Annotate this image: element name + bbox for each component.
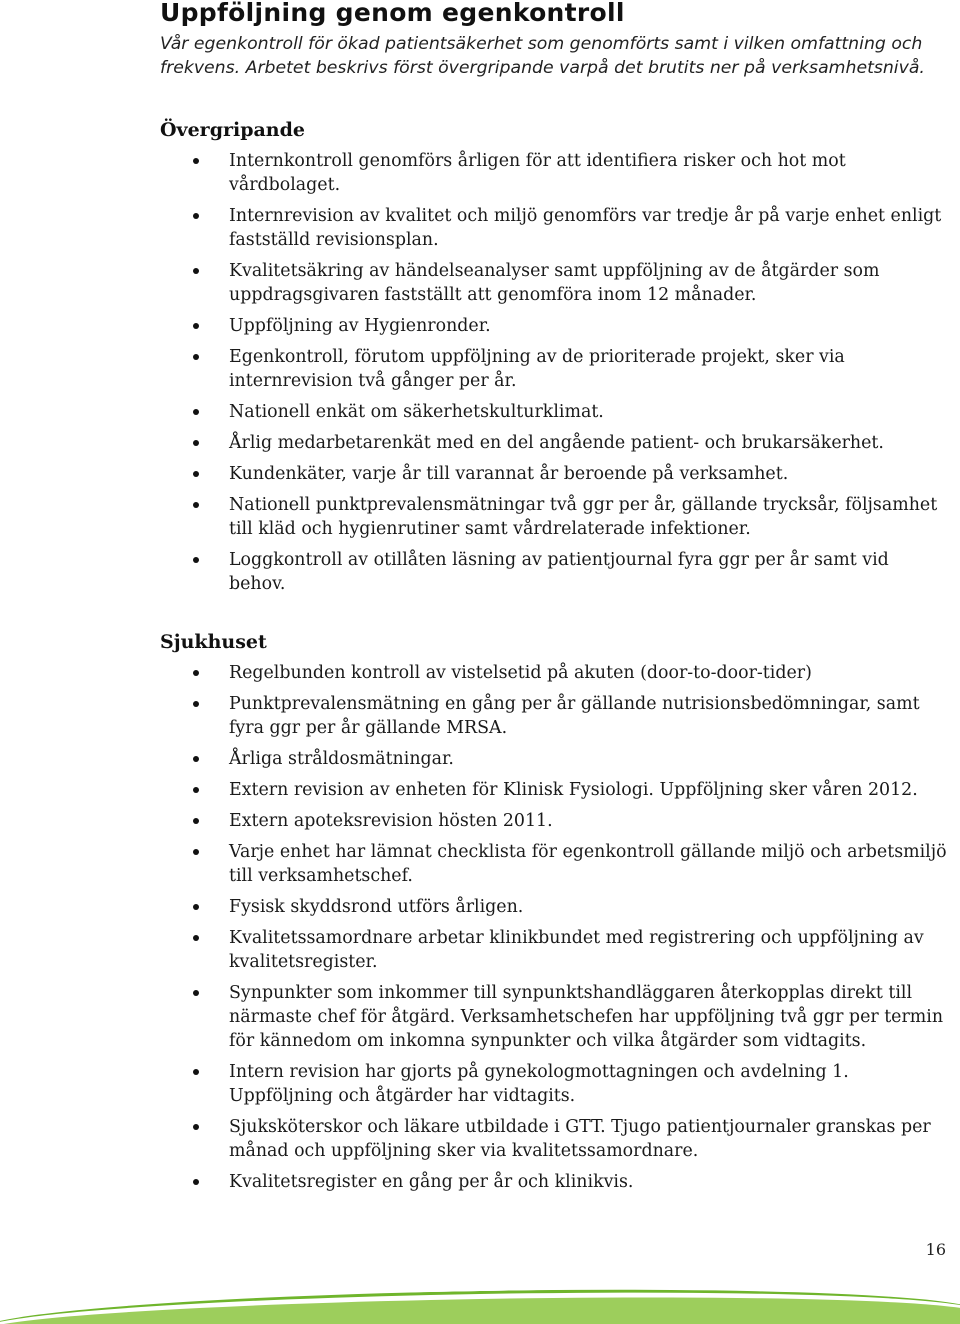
list-item-text: Fysisk skyddsrond utförs årligen. bbox=[229, 897, 524, 917]
list-item-text: Punktprevalensmätning en gång per år gällande nutrisionsbedömningar, samt fyra ggr per år gällande MRSA. bbox=[229, 694, 920, 738]
bullet-icon bbox=[193, 935, 199, 941]
bullet-icon bbox=[193, 354, 199, 360]
list-item bbox=[160, 747, 950, 771]
page-title: Uppföljning genom egenkontroll bbox=[160, 0, 625, 27]
bullet-icon bbox=[193, 787, 199, 793]
list-item bbox=[160, 809, 950, 833]
section-heading-sjukhuset: Sjukhuset bbox=[160, 631, 267, 653]
bullet-icon bbox=[193, 849, 199, 855]
list-item-text: Nationell punktprevalensmätningar två ggr per år, gällande trycksår, följsamhet till kläd och hygienrutiner samt vårdrelaterade infektioner. bbox=[229, 495, 938, 539]
list-item bbox=[160, 259, 950, 307]
list-item-text: Uppföljning av Hygienronder. bbox=[229, 316, 491, 336]
list-item-text: Internkontroll genomförs årligen för att identifiera risker och hot mot vårdbolaget. bbox=[229, 151, 846, 195]
list-item-text: Kvalitetssamordnare arbetar klinikbundet med registrering och uppföljning av kvalitetsregister. bbox=[229, 928, 924, 972]
list-item-text: Extern revision av enheten för Klinisk Fysiologi. Uppföljning sker våren 2012. bbox=[229, 780, 918, 800]
bullet-icon bbox=[193, 1069, 199, 1075]
bullet-icon bbox=[193, 1124, 199, 1130]
bullet-icon bbox=[193, 818, 199, 824]
list-item bbox=[160, 149, 950, 197]
list-item-text: Kundenkäter, varje år till varannat år beroende på verksamhet. bbox=[229, 464, 789, 484]
bullet-icon bbox=[193, 268, 199, 274]
list-item-text: Nationell enkät om säkerhetskulturklimat. bbox=[229, 402, 604, 422]
bullet-icon bbox=[193, 213, 199, 219]
page-number: 16 bbox=[925, 1240, 946, 1259]
bullet-icon bbox=[193, 756, 199, 762]
bullet-icon bbox=[193, 1179, 199, 1185]
list-item bbox=[160, 493, 950, 541]
bullet-icon bbox=[193, 990, 199, 996]
list-item bbox=[160, 1060, 950, 1108]
list-item bbox=[160, 462, 950, 486]
intro-paragraph: Vår egenkontroll för ökad patientsäkerhet som genomförts samt i vilken omfattning och frekvens. Arbetet beskrivs först övergripande varpå det brutits ner på verksamhetsnivå. bbox=[160, 34, 925, 78]
list-item-text: Årlig medarbetarenkät med en del angående patient- och brukarsäkerhet. bbox=[229, 433, 884, 453]
list-item-text: Synpunkter som inkommer till synpunktshandläggaren återkopplas direkt till närmaste chef för åtgärd. Verksamhetschefen har uppföljning två ggr per termin för kännedom om inkomna synpunkter och vilka åtgärder som vidtagits. bbox=[229, 983, 944, 1051]
list-item bbox=[160, 661, 950, 685]
list-item-text: Internrevision av kvalitet och miljö genomförs var tredje år på varje enhet enligt fastställd revisionsplan. bbox=[229, 206, 942, 250]
bullet-icon bbox=[193, 409, 199, 415]
bullet-icon bbox=[193, 440, 199, 446]
list-item bbox=[160, 431, 950, 455]
footer-decoration bbox=[0, 1271, 960, 1324]
bullet-icon bbox=[193, 670, 199, 676]
list-item bbox=[160, 981, 950, 1053]
list-item bbox=[160, 345, 950, 393]
list-item-text: Regelbunden kontroll av vistelsetid på akuten (door-to-door-tider) bbox=[229, 663, 812, 683]
list-item-text: Sjuksköterskor och läkare utbildade i GTT. Tjugo patientjournaler granskas per månad och uppföljning sker via kvalitetssamordnare. bbox=[229, 1117, 931, 1161]
list-item-text: Kvalitetsregister en gång per år och klinikvis. bbox=[229, 1172, 634, 1192]
list-item-text: Egenkontroll, förutom uppföljning av de prioriterade projekt, sker via internrevision två gånger per år. bbox=[229, 347, 845, 391]
list-item bbox=[160, 548, 950, 596]
list-item-text: Intern revision har gjorts på gynekologmottagningen och avdelning 1. Uppföljning och åtgärder har vidtagits. bbox=[229, 1062, 849, 1106]
bullet-icon bbox=[193, 158, 199, 164]
bullet-icon bbox=[193, 502, 199, 508]
list-item-text: Årliga stråldosmätningar. bbox=[229, 749, 454, 769]
list-item bbox=[160, 692, 950, 740]
document-page bbox=[160, 0, 950, 1201]
bullet-list-sjukhuset bbox=[160, 661, 950, 1194]
list-item bbox=[160, 1115, 950, 1163]
list-item bbox=[160, 840, 950, 888]
bullet-icon bbox=[193, 701, 199, 707]
bullet-list-overgripande bbox=[160, 149, 950, 596]
section-heading-overgripande: Övergripande bbox=[160, 119, 305, 141]
bullet-icon bbox=[193, 904, 199, 910]
list-item-text: Varje enhet har lämnat checklista för egenkontroll gällande miljö och arbetsmiljö till verksamhetschef. bbox=[229, 842, 947, 886]
bullet-icon bbox=[193, 471, 199, 477]
list-item-text: Kvalitetsäkring av händelseanalyser samt uppföljning av de åtgärder som uppdragsgivaren fastställt att genomföra inom 12 månader. bbox=[229, 261, 880, 305]
bullet-icon bbox=[193, 323, 199, 329]
list-item bbox=[160, 926, 950, 974]
list-item bbox=[160, 1170, 950, 1194]
list-item bbox=[160, 895, 950, 919]
list-item-text: Loggkontroll av otillåten läsning av patientjournal fyra ggr per år samt vid behov. bbox=[229, 550, 889, 594]
bullet-icon bbox=[193, 557, 199, 563]
list-item bbox=[160, 400, 950, 424]
list-item-text: Extern apoteksrevision hösten 2011. bbox=[229, 811, 553, 831]
list-item bbox=[160, 314, 950, 338]
list-item bbox=[160, 204, 950, 252]
list-item bbox=[160, 778, 950, 802]
